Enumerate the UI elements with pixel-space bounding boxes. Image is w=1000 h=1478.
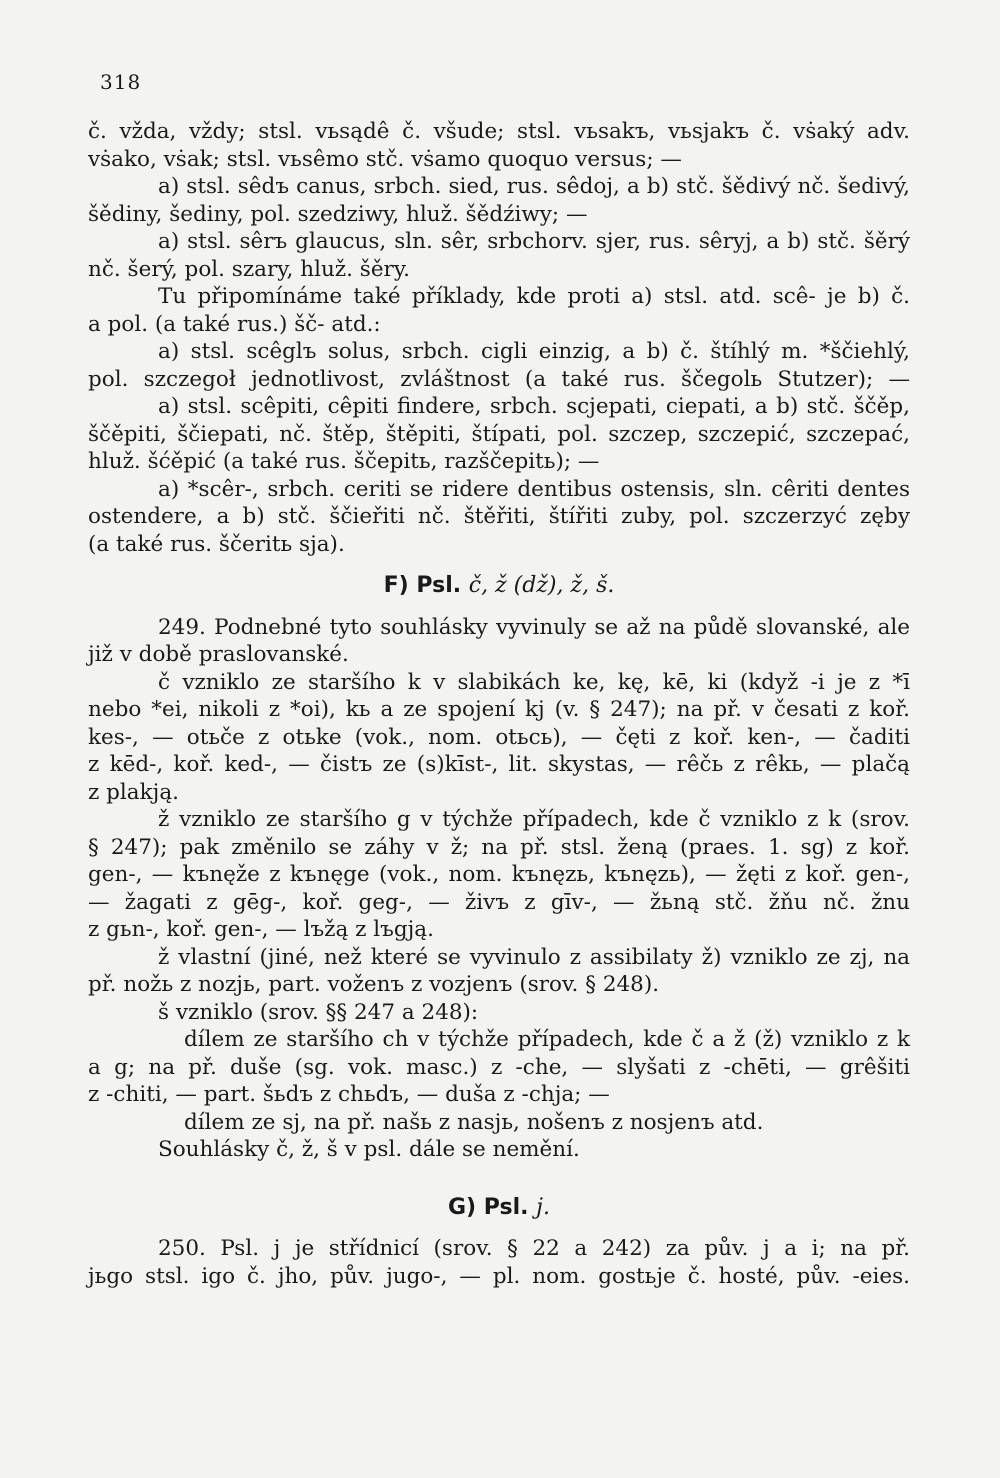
- text-line: a) *scêr-, srbch. ceriti se ridere dentibus ostensis, sln. cêriti dentes: [158, 476, 910, 502]
- text-line: již v době praslovanské.: [88, 642, 349, 667]
- text-line: pol. szczegoł jednotlivost, zvláštnost (a také rus. ščegolь Stutzer); —: [88, 366, 910, 392]
- heading-label: F) Psl.: [383, 573, 462, 598]
- text-line: ž vzniklo ze staršího g v týchže případech, kde č vzniklo z k (srov.: [158, 807, 910, 832]
- text-line: šědiny, šediny, pol. szedziwy, hluž. šědźiwy; —: [88, 201, 588, 227]
- text-line: 250. Psl. j je střídnicí (srov. § 22 a 242) za pův. j a i; na př.: [158, 1236, 910, 1261]
- text-line: ščěpiti, ščiepati, nč. štěp, štěpiti, štípati, pol. szczep, szczepić, szczepać,: [88, 421, 910, 447]
- text-line: gen-, — kъnęže z kъnęge (vok., nom. kъnęzь, kъnęzь), — žęti z koř. gen-,: [88, 862, 910, 887]
- section-249: [88, 614, 910, 1164]
- text-line: dílem ze staršího ch v týchže případech, kde č a ž (ž) vzniklo z k: [184, 1027, 910, 1052]
- text-line: nebo *ei, nikoli z *oi), kь a ze spojení kj (v. § 247); na př. v česati z koř.: [88, 697, 910, 722]
- text-line: a g; na př. duše (sg. vok. masc.) z -che, — slyšati z -chēti, — grêšiti: [88, 1054, 910, 1080]
- text-line: kes-, — otьče z otьke (vok., nom. otьcь), — čęti z koř. ken-, — čaditi: [88, 724, 910, 750]
- text-line: ž vlastní (jiné, než které se vyvinulo z assibilaty ž) vzniklo ze zj, na: [158, 944, 910, 970]
- section-250: [88, 1235, 910, 1290]
- text-line: z -chiti, — part. šьdъ z chьdъ, — duša z -chja; —: [88, 1082, 610, 1107]
- text-line: př. nožь z nozjь, part. voženъ z vozjenъ (srov. § 248).: [88, 972, 660, 997]
- page-number: 318: [100, 70, 142, 94]
- text-line: Tu připomínáme také příklady, kde proti a) stsl. atd. scê- je b) č.: [158, 284, 910, 309]
- text-line: z gьn-, koř. gen-, — lъžą z lъgją.: [88, 917, 434, 942]
- text-line: § 247); pak změnilo se záhy v ž; na př. stsl. ženą (praes. 1. sg) z koř.: [88, 834, 910, 860]
- text-line: č. vžda, vždy; stsl. vьsądê č. všude; stsl. vьsakъ, vьsjakъ č. vṡaký adv.: [88, 119, 910, 144]
- heading-letters: j.: [536, 1194, 550, 1220]
- heading-letters: č, ž (dž), ž, š.: [468, 573, 615, 598]
- text-line: (a také rus. ščeritь sja).: [88, 531, 345, 557]
- text-line: š vzniklo (srov. §§ 247 a 248):: [158, 999, 479, 1025]
- text-line: z kēd-, koř. ked-, — čistъ ze (s)kīst-, lit. skystas, — rêčь z rêkь, — plačą: [88, 752, 910, 777]
- text-line: 249. Podnebné tyto souhlásky vyvinuly se až na půdě slovanské, ale: [158, 614, 910, 640]
- text-line: a pol. (a také rus.) šč- atd.:: [88, 311, 381, 337]
- text-line: a) stsl. sêdъ canus, srbch. sied, rus. sêdoj, a b) stč. šědivý nč. šedivý,: [158, 174, 910, 199]
- section-heading-f: [88, 572, 910, 600]
- heading-label: G) Psl.: [447, 1194, 529, 1220]
- text-line: z plakją.: [88, 779, 179, 805]
- text-line: č vzniklo ze staršího k v slabikách ke, kę, kē, ki (když -i je z *ī: [158, 669, 910, 695]
- text-line: dílem ze sj, na př. našь z nasjь, nošenъ z nosjenъ atd.: [184, 1109, 764, 1135]
- text-line: jьgo stsl. igo č. jho, pův. jugo-, — pl. nom. gostьje č. hosté, pův. -eies.: [88, 1263, 910, 1289]
- text-line: a) stsl. scêglъ solus, srbch. cigli einzig, a b) č. štíhlý m. *ščiehlý,: [158, 339, 910, 364]
- text-line: a) stsl. scêpiti, cêpiti findere, srbch. scjepati, ciepati, a b) stč. ščěp,: [158, 394, 910, 419]
- text-line: — žagati z gēg-, koř. geg-, — živъ z gīv-, — žьną stč. žňu nč. žnu: [88, 889, 910, 915]
- text-line: vṡako, vṡak; stsl. vьsêmo stč. vṡamo quoquo versus; —: [88, 146, 682, 172]
- page-body: [88, 118, 910, 1290]
- text-line: a) stsl. sêrъ glaucus, sln. sêr, srbchorv. sjer, rus. sêryj, a b) stč. šěrý: [158, 229, 910, 254]
- text-line: nč. šerý, pol. szary, hluž. šěry.: [88, 256, 410, 282]
- text-line: hluž. šćěpić (a také rus. ščepitь, razščepitь); —: [88, 449, 600, 474]
- text-line: Souhlásky č, ž, š v psl. dále se nemění.: [158, 1137, 580, 1162]
- text-line: ostendere, a b) stč. ščieřiti nč. štěřiti, štířiti zuby, pol. szczerzyć zęby: [88, 504, 910, 529]
- paragraph-block-top: [88, 118, 910, 558]
- section-heading-g: [88, 1194, 910, 1222]
